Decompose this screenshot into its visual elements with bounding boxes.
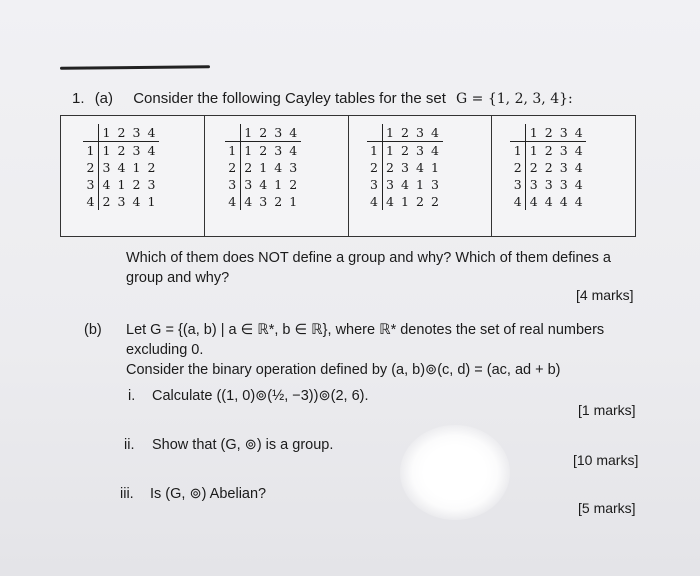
cayley-cell: 4 [401,177,409,192]
cayley-cell: 3 [431,177,439,192]
cayley-row [367,159,443,176]
part-a-question [126,248,611,288]
cayley-cell: 3 [102,160,111,175]
part-b-iii-text: Is (G, ⊚) Abelian? [150,486,267,502]
cayley-cell: 1 [401,194,409,209]
cayley-row [367,193,443,210]
cayley-header-cell: 3 [556,124,571,142]
cayley-cell: 1 [274,177,283,192]
part-b-label: (b) [84,322,102,338]
cayley-row [367,142,443,160]
cayley-cell: 2 [274,194,283,209]
cayley-cell: 2 [289,177,298,192]
cayley-cell: 4 [274,160,283,175]
cayley-row [510,142,586,160]
cayley-header-cell: 4 [286,124,301,142]
cayley-cell: 1 [244,143,253,158]
cayley-cell: 3 [386,177,394,192]
question-intro: Consider the following Cayley tables for the set [133,90,446,107]
cayley-cell: 4 [574,160,583,175]
cayley-cell: 3 [401,160,409,175]
cayley-table-1 [83,124,159,210]
cayley-row [83,142,159,160]
cayley-header-cell: 3 [413,124,428,142]
cayley-cell: 3 [529,177,538,192]
cayley-row [225,193,301,210]
cayley-cell: 3 [274,143,283,158]
cayley-row-header-cell: 3 [510,176,526,193]
cayley-row-header-cell: 2 [225,159,241,176]
cayley-corner-cell [367,124,383,142]
cayley-cell: 3 [147,177,156,192]
part-b-i-marks: [1 marks] [578,402,636,418]
cayley-cell: 1 [259,160,268,175]
cayley-row-header-cell: 3 [225,176,241,193]
cayley-header-cell: 1 [526,124,542,142]
cayley-cell: 2 [544,160,553,175]
cayley-cell: 3 [559,177,568,192]
cayley-cell: 2 [431,194,439,209]
cayley-cell: 4 [244,194,253,209]
cayley-row [510,176,586,193]
cayley-cell: 3 [289,160,298,175]
cayley-corner-cell [225,124,241,142]
cayley-table-4-cell [492,116,635,236]
part-b-i-label: i. [128,388,136,404]
cayley-cell: 2 [147,160,156,175]
cayley-header-cell: 1 [240,124,256,142]
cayley-cell: 4 [386,194,394,209]
cayley-row-header-cell: 2 [367,159,383,176]
cayley-cell: 2 [386,160,394,175]
part-a-question-line1: Which of them does NOT define a group and why? Which of them defines a [126,250,611,266]
cayley-cell: 1 [529,143,538,158]
cayley-header-cell: 3 [271,124,286,142]
cayley-header-cell: 1 [382,124,398,142]
cayley-row-header-cell: 2 [83,159,99,176]
cayley-row-header-cell: 1 [225,142,241,160]
cayley-cell: 1 [102,143,111,158]
cayley-row-header-cell: 3 [83,176,99,193]
cayley-header-cell: 2 [114,124,129,142]
cayley-header-cell: 4 [144,124,159,142]
cayley-row-header-cell: 3 [367,176,383,193]
cayley-cell: 1 [386,143,394,158]
part-b-line2: excluding 0. [126,342,204,358]
question-number: 1. [72,90,85,107]
part-b-ii-text: Show that (G, ⊚) is a group. [152,437,334,453]
cayley-table-3-cell [349,116,493,236]
set-expression: G = {1, 2, 3, 4}: [456,91,573,107]
cayley-header-cell: 2 [256,124,271,142]
cayley-row-header-cell: 4 [225,193,241,210]
cayley-row [83,193,159,210]
cayley-cell: 2 [259,143,268,158]
cayley-cell: 2 [529,160,538,175]
part-b-i-text: Calculate ((1, 0)⊚(½, −3))⊚(2, 6). [152,388,369,404]
cayley-cell: 1 [289,194,298,209]
cayley-tables-box [60,115,636,237]
cayley-corner-cell [510,124,526,142]
cayley-cell: 2 [401,143,409,158]
cayley-cell: 4 [544,194,553,209]
cayley-row [225,159,301,176]
cayley-cell: 3 [117,194,126,209]
cayley-cell: 2 [244,160,253,175]
cayley-row [83,159,159,176]
cayley-corner-cell [83,124,99,142]
cayley-cell: 4 [574,177,583,192]
part-b-ii-marks: [10 marks] [573,452,639,468]
cayley-cell: 2 [117,143,126,158]
cayley-table-2 [225,124,301,210]
cayley-row-header-cell: 2 [510,159,526,176]
part-b-ii-label: ii. [124,437,135,453]
cayley-header-cell: 1 [99,124,115,142]
cayley-cell: 3 [559,143,568,158]
cayley-table-1-cell [61,116,205,236]
part-b-line3: Consider the binary operation defined by (a, b)⊚(c, d) = (ac, ad + b) [126,362,561,378]
cayley-cell: 4 [132,194,141,209]
cayley-header-cell: 2 [398,124,413,142]
cayley-cell: 3 [559,160,568,175]
cayley-cell: 3 [259,194,268,209]
cayley-cell: 4 [574,143,583,158]
cayley-row [510,159,586,176]
part-a-question-line2: group and why? [126,270,230,286]
cayley-cell: 4 [559,194,568,209]
cayley-cell: 3 [544,177,553,192]
part-b-iii-marks: [5 marks] [578,500,636,516]
part-b-definition [126,320,604,380]
cayley-row [367,176,443,193]
cayley-header-row [225,124,301,142]
light-glare [400,425,510,520]
cayley-cell: 4 [147,143,156,158]
cayley-row [225,142,301,160]
cayley-header-cell: 2 [541,124,556,142]
cayley-cell: 1 [416,177,424,192]
cayley-cell: 2 [544,143,553,158]
cayley-cell: 1 [117,177,126,192]
cayley-row-header-cell: 1 [510,142,526,160]
cayley-cell: 4 [416,160,424,175]
cayley-header-row [367,124,443,142]
cayley-cell: 1 [132,160,141,175]
cayley-cell: 3 [416,143,424,158]
cayley-row [83,176,159,193]
part-b-line1: Let G = {(a, b) | a ∈ ℝ*, b ∈ ℝ}, where ℝ* denotes the set of real numbers [126,322,605,338]
cayley-header-row [83,124,159,142]
cayley-row [225,176,301,193]
cayley-cell: 4 [529,194,538,209]
cayley-header-cell: 4 [428,124,443,142]
cayley-cell: 3 [132,143,141,158]
cayley-row [510,193,586,210]
question-1a-heading [72,90,579,107]
cayley-header-cell: 3 [129,124,144,142]
cayley-row-header-cell: 4 [367,193,383,210]
cayley-header-cell: 4 [571,124,586,142]
cayley-header-row [510,124,586,142]
cayley-cell: 1 [147,194,156,209]
header-rule [60,65,210,70]
cayley-cell: 2 [416,194,424,209]
cayley-cell: 4 [117,160,126,175]
cayley-cell: 1 [431,160,439,175]
cayley-cell: 4 [289,143,298,158]
cayley-row-header-cell: 1 [367,142,383,160]
cayley-row-header-cell: 1 [83,142,99,160]
cayley-table-3 [367,124,443,210]
part-a-label: (a) [94,90,114,107]
part-b-iii-label: iii. [120,486,134,502]
cayley-cell: 4 [431,143,439,158]
cayley-cell: 2 [132,177,141,192]
cayley-cell: 4 [574,194,583,209]
part-a-marks: [4 marks] [576,287,634,303]
cayley-table-2-cell [205,116,349,236]
cayley-cell: 3 [244,177,253,192]
cayley-cell: 2 [102,194,111,209]
cayley-cell: 4 [259,177,268,192]
cayley-cell: 4 [102,177,111,192]
cayley-row-header-cell: 4 [83,193,99,210]
cayley-table-4 [510,124,586,210]
cayley-row-header-cell: 4 [510,193,526,210]
